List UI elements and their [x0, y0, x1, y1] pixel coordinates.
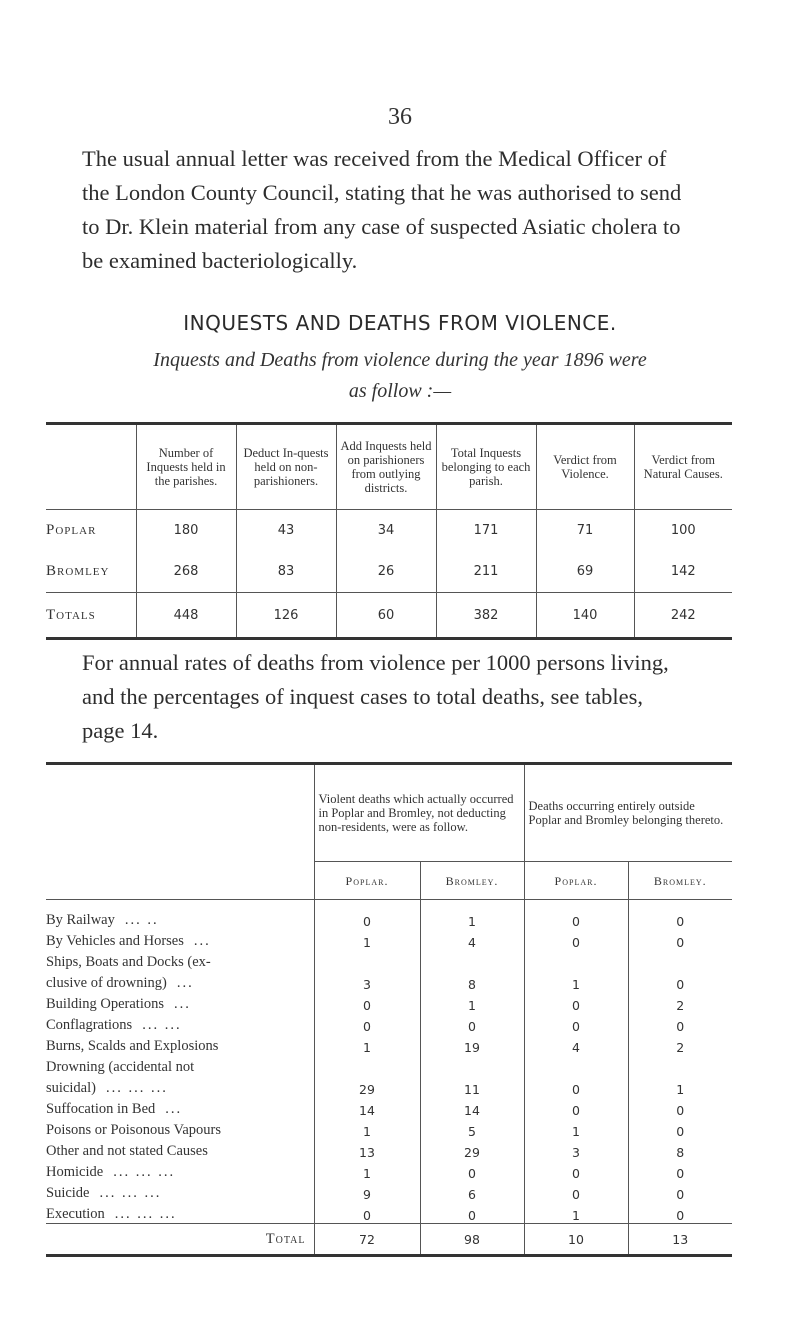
cell: 0 — [524, 1076, 628, 1097]
row-label — [46, 1076, 314, 1097]
intro-line: The usual annual letter was received from the Medical Officer of — [82, 146, 667, 171]
cell: 0 — [524, 900, 628, 930]
cell: 180 — [136, 510, 236, 552]
inquest-table — [46, 422, 732, 640]
cell: 71 — [536, 510, 634, 552]
row-label-text: Homicide — [46, 1164, 104, 1180]
subcolumn-header: Bromley. — [420, 862, 524, 900]
cell: 9 — [314, 1181, 420, 1202]
cell — [420, 950, 524, 971]
table-row — [46, 950, 732, 971]
cell: 0 — [628, 1097, 732, 1118]
table-row — [46, 1097, 732, 1118]
table-row — [46, 1202, 732, 1224]
column-header: Verdict from Natural Causes. — [634, 424, 732, 510]
total-cell: 10 — [524, 1224, 628, 1256]
column-header: Number of Inquests held in the parishes. — [136, 424, 236, 510]
cell — [314, 1055, 420, 1076]
column-header: Deduct In-quests held on non-parishioners. — [236, 424, 336, 510]
leader-dots: ... — [193, 933, 211, 949]
cell: 0 — [524, 1013, 628, 1034]
cell: 3 — [314, 971, 420, 992]
subcolumn-header: Bromley. — [628, 862, 732, 900]
table-row — [46, 1118, 732, 1139]
inquest-table-header — [46, 424, 732, 510]
table-row — [46, 1034, 732, 1055]
leader-dots: ... ... ... — [105, 1080, 168, 1096]
row-label-text: Drowning (accidental not — [46, 1059, 195, 1075]
row-label-text: clusive of drowning) — [46, 975, 167, 991]
table-row — [46, 1139, 732, 1160]
subcolumn-header: Poplar. — [314, 862, 420, 900]
row-label-text: Ships, Boats and Docks (ex- — [46, 954, 211, 970]
cell: 4 — [524, 1034, 628, 1055]
cell: 0 — [420, 1202, 524, 1224]
intro-paragraph — [82, 142, 730, 278]
row-label-text: By Vehicles and Horses — [46, 933, 184, 949]
cell: 142 — [634, 551, 732, 593]
cell: 26 — [336, 551, 436, 593]
cell: 1 — [314, 1118, 420, 1139]
row-label — [46, 971, 314, 992]
cell: 0 — [628, 900, 732, 930]
total-cell: 13 — [628, 1224, 732, 1256]
intro-line: the London County Council, stating that he was authorised to send — [82, 180, 682, 205]
row-label — [46, 1055, 314, 1076]
cell — [314, 950, 420, 971]
cell: 1 — [628, 1076, 732, 1097]
cell: 14 — [420, 1097, 524, 1118]
page-number: 36 — [388, 104, 412, 130]
section-subheading-cont: as follow :— — [348, 380, 452, 402]
cell: 0 — [314, 900, 420, 930]
row-label: Bromley — [46, 563, 110, 579]
row-label-text: By Railway — [46, 912, 115, 928]
leader-dots: ... — [176, 975, 194, 991]
table-row — [46, 929, 732, 950]
leader-dots: ... — [165, 1101, 183, 1117]
row-label-text: Conflagrations — [46, 1017, 133, 1033]
section-heading: INQUESTS AND DEATHS FROM VIOLENCE. — [183, 311, 617, 335]
cell: 11 — [420, 1076, 524, 1097]
leader-dots: ... ... ... — [113, 1164, 176, 1180]
row-label — [46, 1160, 314, 1181]
leader-dots: ... ... ... — [99, 1185, 162, 1201]
violence-table — [46, 762, 732, 1257]
row-label-text: Execution — [46, 1206, 105, 1222]
total-cell: 140 — [536, 593, 634, 639]
cell: 1 — [524, 1202, 628, 1224]
leader-dots: ... ... ... — [114, 1206, 177, 1222]
row-label — [46, 1181, 314, 1202]
cell: 0 — [628, 1202, 732, 1224]
column-header: Total Inquests belonging to each parish. — [436, 424, 536, 510]
cell: 1 — [524, 971, 628, 992]
table-row — [46, 992, 732, 1013]
row-label-text: Suffocation in Bed — [46, 1101, 156, 1117]
total-cell: 60 — [336, 593, 436, 639]
cell: 0 — [524, 1160, 628, 1181]
row-label — [46, 900, 314, 930]
cell: 19 — [420, 1034, 524, 1055]
cell: 8 — [420, 971, 524, 992]
total-cell: 72 — [314, 1224, 420, 1256]
cell: 69 — [536, 551, 634, 593]
group-header-inside: Violent deaths which actually occurred in Poplar and Bromley, not deducting non-residents, were as follow. — [314, 764, 524, 862]
cell: 0 — [314, 1013, 420, 1034]
cell: 0 — [524, 1097, 628, 1118]
row-label-text: Building Operations — [46, 996, 165, 1012]
row-label — [46, 992, 314, 1013]
cell: 3 — [524, 1139, 628, 1160]
cell — [628, 950, 732, 971]
leader-dots: ... ... — [142, 1017, 182, 1033]
total-cell: 126 — [236, 593, 336, 639]
section-subheading: Inquests and Deaths from violence during the year 1896 were — [153, 349, 647, 371]
cell: 0 — [314, 992, 420, 1013]
subcolumn-header: Poplar. — [524, 862, 628, 900]
row-label-text: Burns, Scalds and Explosions — [46, 1038, 219, 1054]
table-row — [46, 551, 732, 593]
total-cell: 242 — [634, 593, 732, 639]
table-row — [46, 900, 732, 930]
cell: 29 — [420, 1139, 524, 1160]
header-blank — [46, 424, 136, 510]
reference-line: and the percentages of inquest cases to total deaths, see tables, — [82, 684, 644, 709]
row-label — [46, 1118, 314, 1139]
row-label — [46, 1139, 314, 1160]
table-row — [46, 1160, 732, 1181]
reference-paragraph — [82, 646, 730, 748]
table-row — [46, 1055, 732, 1076]
cell: 83 — [236, 551, 336, 593]
cell: 1 — [420, 992, 524, 1013]
cell: 4 — [420, 929, 524, 950]
row-label-text: Suicide — [46, 1185, 90, 1201]
cell: 14 — [314, 1097, 420, 1118]
totals-label: Totals — [46, 593, 136, 639]
cell: 43 — [236, 510, 336, 552]
header-blank — [46, 764, 314, 900]
cell: 8 — [628, 1139, 732, 1160]
row-label — [46, 1034, 314, 1055]
cell: 1 — [420, 900, 524, 930]
cell — [524, 950, 628, 971]
cell: 5 — [420, 1118, 524, 1139]
totals-row — [46, 1224, 732, 1256]
total-cell: 382 — [436, 593, 536, 639]
cell: 29 — [314, 1076, 420, 1097]
cell — [420, 1055, 524, 1076]
row-label — [46, 929, 314, 950]
leader-dots: ... .. — [124, 912, 159, 928]
cell: 0 — [420, 1013, 524, 1034]
cell: 2 — [628, 1034, 732, 1055]
row-label — [46, 1097, 314, 1118]
cell: 13 — [314, 1139, 420, 1160]
table-row — [46, 1076, 732, 1097]
cell: 0 — [524, 929, 628, 950]
cell: 100 — [634, 510, 732, 552]
cell: 171 — [436, 510, 536, 552]
cell: 0 — [628, 929, 732, 950]
cell: 0 — [628, 1118, 732, 1139]
cell: 6 — [420, 1181, 524, 1202]
cell: 0 — [524, 992, 628, 1013]
cell: 0 — [420, 1160, 524, 1181]
cell: 0 — [628, 971, 732, 992]
cell: 1 — [314, 929, 420, 950]
leader-dots: ... — [174, 996, 191, 1012]
intro-line: be examined bacteriologically. — [82, 248, 358, 273]
violence-table-body — [46, 900, 732, 1224]
cell — [524, 1055, 628, 1076]
column-header: Verdict from Violence. — [536, 424, 634, 510]
row-label-text: suicidal) — [46, 1080, 96, 1096]
row-label — [46, 1202, 314, 1224]
group-header-row — [46, 764, 732, 862]
cell: 0 — [628, 1013, 732, 1034]
row-label-text: Other and not stated Causes — [46, 1143, 208, 1159]
row-label: Poplar — [46, 522, 97, 538]
column-header: Add Inquests held on parishioners from outlying districts. — [336, 424, 436, 510]
cell: 1 — [524, 1118, 628, 1139]
total-cell: 448 — [136, 593, 236, 639]
cell: 0 — [628, 1160, 732, 1181]
reference-line: page 14. — [82, 718, 159, 743]
cell: 0 — [524, 1181, 628, 1202]
reference-line: For annual rates of deaths from violence per 1000 persons living, — [82, 650, 669, 675]
cell: 268 — [136, 551, 236, 593]
cell: 211 — [436, 551, 536, 593]
table-row — [46, 1013, 732, 1034]
row-label-text: Poisons or Poisonous Vapours — [46, 1122, 221, 1138]
cell: 1 — [314, 1160, 420, 1181]
table-row — [46, 510, 732, 552]
group-header-outside: Deaths occurring entirely outside Poplar and Bromley belonging thereto. — [524, 764, 732, 862]
row-label — [46, 950, 314, 971]
cell: 34 — [336, 510, 436, 552]
totals-label: Total — [46, 1224, 314, 1256]
row-label — [46, 1013, 314, 1034]
table-row — [46, 1181, 732, 1202]
cell — [628, 1055, 732, 1076]
cell: 0 — [628, 1181, 732, 1202]
table-row — [46, 971, 732, 992]
cell: 1 — [314, 1034, 420, 1055]
cell: 2 — [628, 992, 732, 1013]
cell: 0 — [314, 1202, 420, 1224]
intro-line: to Dr. Klein material from any case of suspected Asiatic cholera to — [82, 214, 681, 239]
totals-row — [46, 593, 732, 639]
total-cell: 98 — [420, 1224, 524, 1256]
